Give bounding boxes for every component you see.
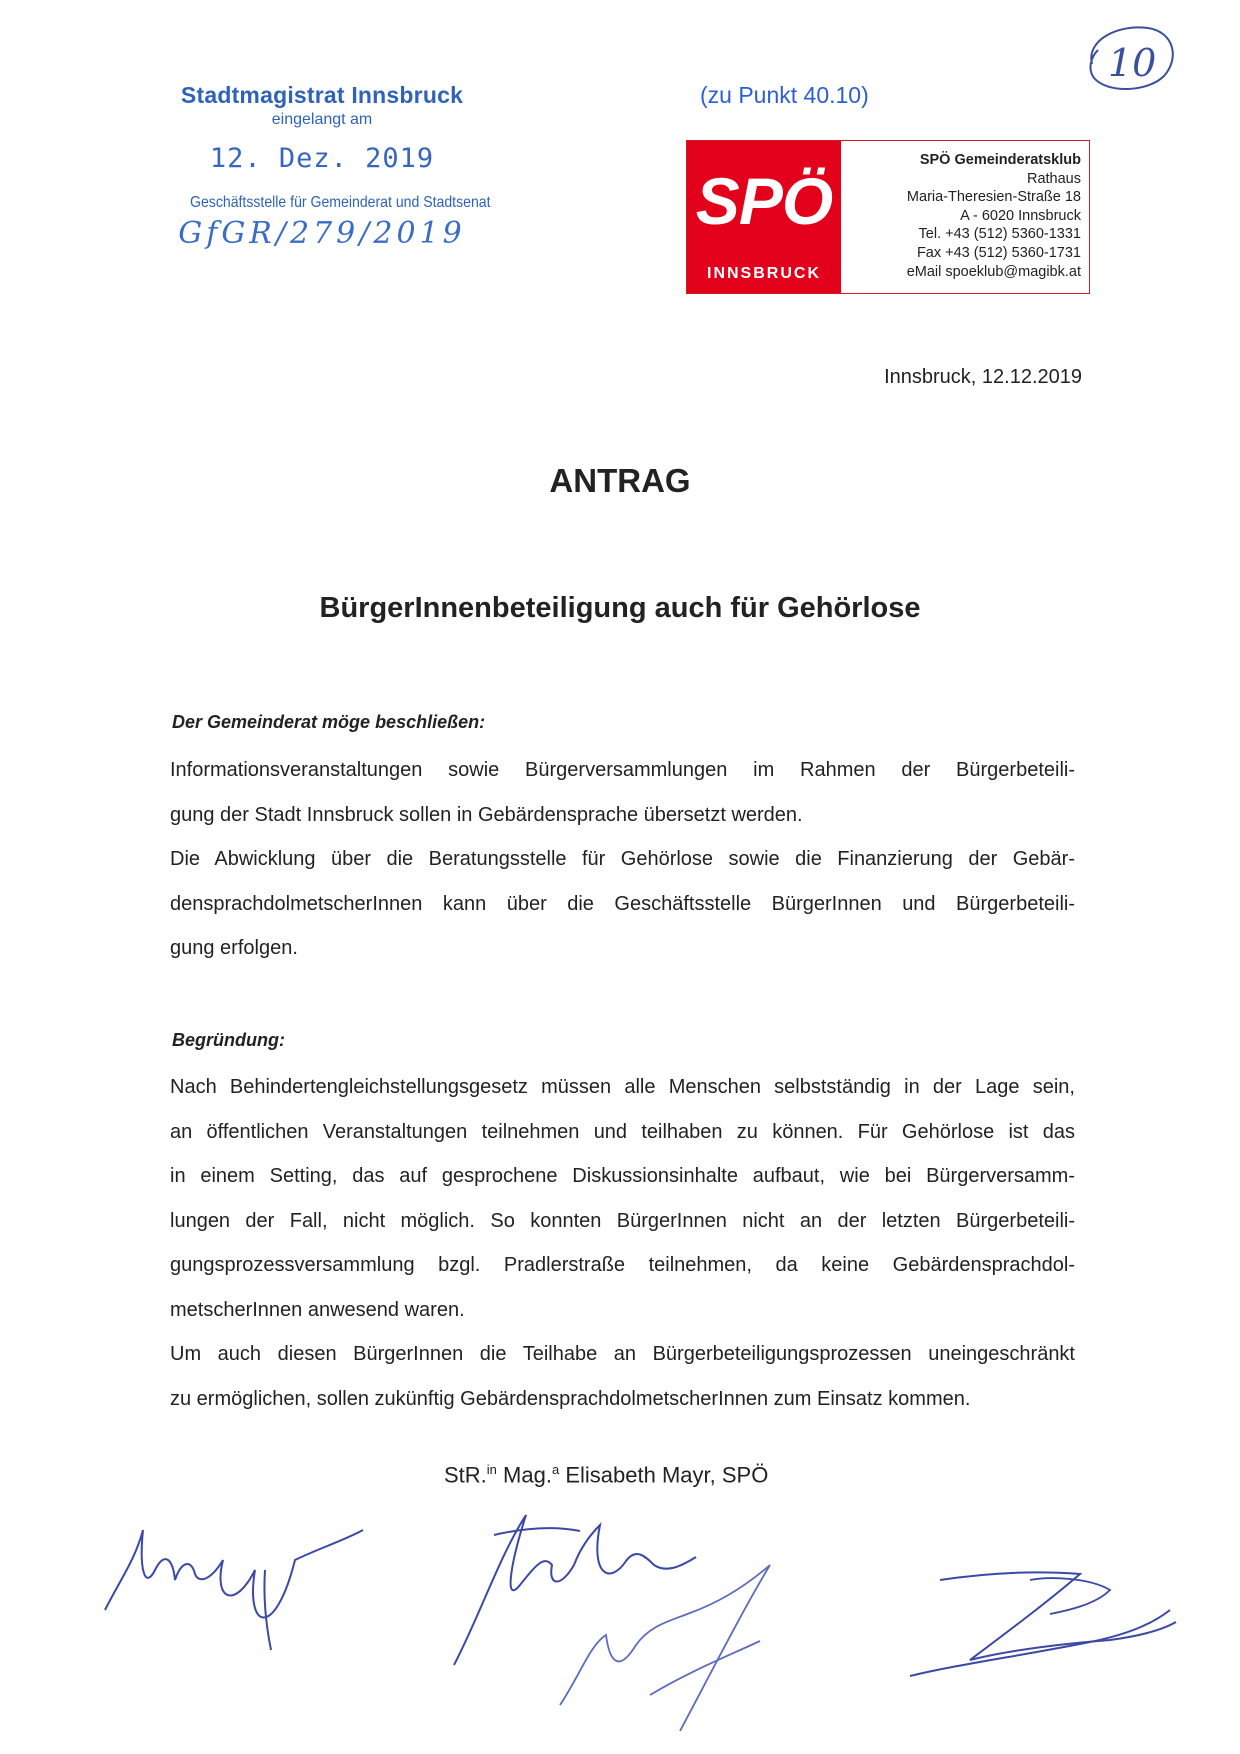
- reason-text: [170, 1065, 1075, 1421]
- document-title: ANTRAG: [549, 462, 691, 499]
- signatory-title-suffix: in: [486, 1462, 497, 1477]
- motion-line: Informationsveranstaltungen sowie Bürgerversammlungen im Rahmen der Bürgerbeteili-: [170, 759, 1075, 781]
- motion-line: gung der Stadt Innsbruck sollen in Gebärdensprache übersetzt werden.: [170, 803, 803, 826]
- circled-number-mark: [1078, 18, 1182, 98]
- spo-logo: [687, 141, 841, 293]
- place-date: Innsbruck, 12.12.2019: [884, 366, 1082, 388]
- building: Rathaus: [1026, 170, 1081, 187]
- signature-2: [440, 1495, 820, 1745]
- reason-line: an öffentlichen Veranstaltungen teilnehmen und teilhaben zu können. Für Gehörlose ist das: [170, 1120, 1075, 1143]
- street: Maria-Theresien-Straße 18: [906, 189, 1081, 206]
- reason-line: zu ermöglichen, sollen zukünftig GebärdensprachdolmetscherInnen zum Einsatz kommen.: [170, 1387, 971, 1410]
- document-subject: BürgerInnenbeteiligung auch für Gehörlose: [319, 592, 921, 624]
- signature-3: [900, 1560, 1180, 1690]
- motion-line: Die Abwicklung über die Beratungsstelle für Gehörlose sowie die Finanzierung der Gebär-: [170, 848, 1075, 870]
- motion-line: gung erfolgen.: [170, 937, 298, 959]
- reason-line: in einem Setting, das auf gesprochene Diskussionsinhalte aufbaut, wie bei Bürgerversamm-: [170, 1165, 1075, 1187]
- receipt-stamp: [172, 82, 491, 251]
- stamp-organization: Stadtmagistrat Innsbruck: [180, 82, 464, 108]
- signatory-degree-suffix: a: [551, 1462, 560, 1477]
- fax: Fax +43 (512) 5360-1731: [916, 244, 1081, 261]
- reason-line: metscherInnen anwesend waren.: [170, 1298, 465, 1321]
- reason-line: lungen der Fall, nicht möglich. So konnten BürgerInnen nicht an der letzten Bürgerbeteili-: [170, 1209, 1075, 1232]
- stamp-reference-number: GfGR/279/2019: [178, 216, 466, 251]
- email: eMail spoeklub@magibk.at: [906, 263, 1081, 280]
- signatory-name: Elisabeth Mayr, SPÖ: [565, 1462, 769, 1488]
- party-letterhead: [686, 140, 1090, 294]
- reason-heading: Begründung:: [172, 1030, 285, 1050]
- postal-city: A - 6020 Innsbruck: [960, 207, 1081, 224]
- phone: Tel. +43 (512) 5360-1331: [918, 226, 1081, 243]
- stamp-received-date: 12. Dez. 2019: [209, 143, 435, 174]
- logo-text: SPÖ: [695, 164, 833, 238]
- motion-line: densprachdolmetscherInnen kann über die Geschäftsstelle BürgerInnen und Bürgerbeteili-: [170, 892, 1075, 915]
- motion-heading: Der Gemeinderat möge beschließen:: [172, 712, 486, 732]
- signature-1: [95, 1500, 385, 1660]
- stamp-office: Geschäftsstelle für Gemeinderat und Stadtsenat: [190, 194, 491, 211]
- signatory: [444, 1462, 768, 1488]
- stamp-received-label: eingelangt am: [271, 111, 373, 128]
- signatory-degree: Mag.: [503, 1462, 552, 1488]
- corner-mark-text: 10: [1108, 41, 1157, 85]
- agenda-reference: (zu Punkt 40.10): [700, 82, 869, 108]
- contact-block: [907, 151, 1081, 281]
- club-name: SPÖ Gemeinderatsklub: [919, 152, 1081, 168]
- motion-text: [170, 748, 1075, 971]
- reason-line: gungsprozessversammlung bzgl. Pradlerstraße teilnehmen, da keine Gebärdensprachdol-: [170, 1254, 1075, 1276]
- signatory-title: StR.: [444, 1462, 487, 1488]
- reason-line: Nach Behindertengleichstellungsgesetz müssen alle Menschen selbstständig in der Lage sein,: [170, 1076, 1075, 1098]
- logo-city: INNSBRUCK: [707, 265, 821, 282]
- reason-line: Um auch diesen BürgerInnen die Teilhabe an Bürgerbeteiligungsprozessen uneingeschränkt: [170, 1343, 1075, 1365]
